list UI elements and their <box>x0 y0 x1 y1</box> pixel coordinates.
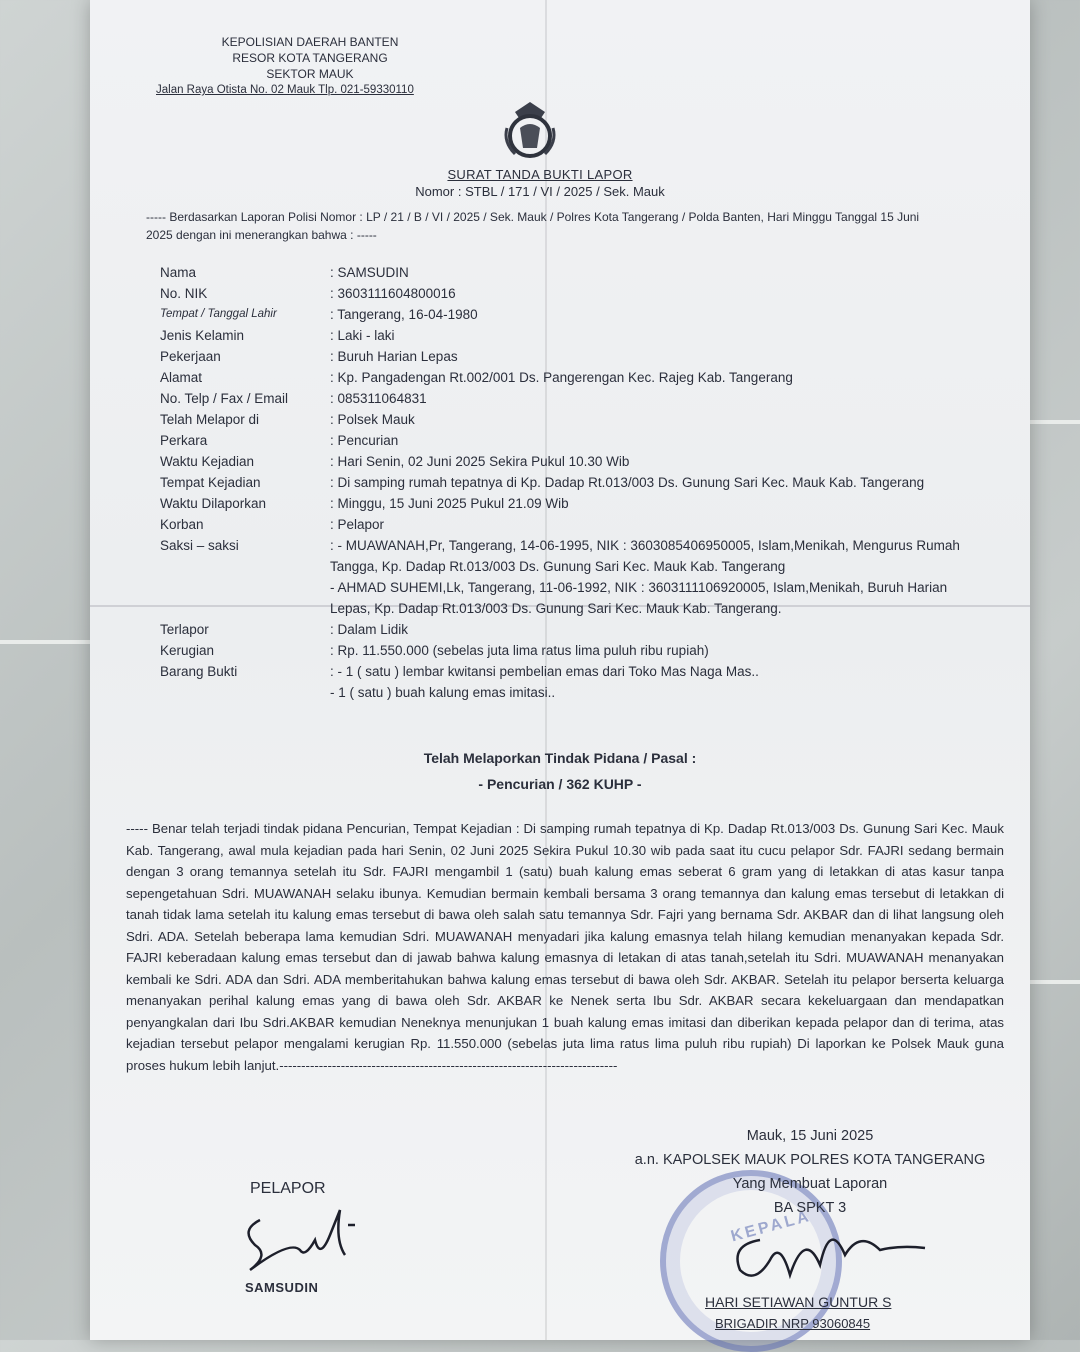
field-value: : Minggu, 15 Juni 2025 Pukul 21.09 Wib <box>330 496 569 511</box>
report-fields <box>160 262 980 703</box>
field-row <box>160 304 980 325</box>
field-row <box>160 325 980 346</box>
unit-label: BA SPKT 3 <box>773 1200 847 1216</box>
document-title-main: SURAT TANDA BUKTI LAPOR <box>447 167 633 182</box>
field-row <box>160 619 980 640</box>
floor-tile-line <box>1030 420 1080 424</box>
field-row <box>160 262 980 283</box>
field-label: Jenis Kelamin <box>160 328 245 343</box>
field-row <box>160 346 980 367</box>
letterhead-line-1: KEPOLISIAN DAERAH BANTEN <box>221 35 399 49</box>
field-value: : 085311064831 <box>330 391 427 406</box>
field-label: Telah Melapor di <box>160 412 260 427</box>
field-label: Perkara <box>160 433 208 448</box>
field-row <box>160 514 980 535</box>
field-value: : Hari Senin, 02 Juni 2025 Sekira Pukul 10.30 Wib <box>330 454 630 469</box>
field-label: Kerugian <box>160 643 215 658</box>
field-row <box>160 283 980 304</box>
floor-tile-line <box>1030 980 1080 984</box>
field-row <box>160 493 980 514</box>
field-row <box>160 661 980 682</box>
field-value: : Polsek Mauk <box>330 412 415 427</box>
officer-nrp: BRIGADIR NRP 93060845 <box>715 1316 871 1331</box>
field-label: Tempat / Tanggal Lahir <box>160 308 277 320</box>
field-value: : Laki - laki <box>330 328 395 343</box>
field-label: Waktu Dilaporkan <box>160 496 267 511</box>
field-value: - 1 ( satu ) buah kalung emas imitasi.. <box>330 685 556 700</box>
field-value: : Tangerang, 16-04-1980 <box>330 307 478 322</box>
reporter-label: PELAPOR <box>250 1180 326 1197</box>
field-value: : Pelapor <box>330 517 385 532</box>
letterhead-line-3: SEKTOR MAUK <box>266 67 354 81</box>
document-number: Nomor : STBL / 171 / VI / 2025 / Sek. Mauk <box>415 184 665 199</box>
letterhead-address: Jalan Raya Otista No. 02 Mauk Tlp. 021-59330110 <box>156 84 414 96</box>
place-date: Mauk, 15 Juni 2025 <box>746 1128 874 1144</box>
field-value: : SAMSUDIN <box>330 265 409 280</box>
field-value: - AHMAD SUHEMI,Lk, Tangerang, 11-06-1992, NIK : 3603111106920005, Islam,Menikah, Buruh Harian Lepas, Kp. Dadap Rt.013/003 Ds. Gunung Sari Kec. Mauk Kab. Tangerang. <box>330 580 948 616</box>
field-row <box>160 451 980 472</box>
stamp-text: KEPALA <box>729 1207 814 1246</box>
field-label: Nama <box>160 265 197 280</box>
field-value: : Rp. 11.550.000 (sebelas juta lima ratus lima puluh ribu rupiah) <box>330 643 709 658</box>
offense-heading: Telah Melaporkan Tindak Pidana / Pasal : <box>423 750 697 766</box>
field-label: Pekerjaan <box>160 349 221 364</box>
field-row <box>160 535 980 577</box>
field-row <box>160 388 980 409</box>
report-maker-label: Yang Membuat Laporan <box>732 1176 888 1192</box>
reporter-signature <box>230 1200 370 1280</box>
field-value: : Dalam Lidik <box>330 622 409 637</box>
field-row <box>160 409 980 430</box>
field-value: : Pencurian <box>330 433 399 448</box>
field-value: : Buruh Harian Lepas <box>330 349 458 364</box>
field-value: : - MUAWANAH,Pr, Tangerang, 14-06-1995, NIK : 3603085406950005, Islam,Menikah, Mengurus Rumah Tangga, Kp. Dadap Rt.013/003 Ds. Gunung Sari Kec. Mauk Kab. Tangerang <box>330 538 960 574</box>
reporter-name: SAMSUDIN <box>245 1280 319 1295</box>
field-label <box>160 682 330 703</box>
floor-tile-line <box>0 640 90 644</box>
officer-signature <box>710 1200 940 1295</box>
field-label: Alamat <box>160 370 203 385</box>
intro-paragraph: ----- Berdasarkan Laporan Polisi Nomor : LP / 21 / B / VI / 2025 / Sek. Mauk / Polres Kota Tangerang / Polda Banten, Hari Minggu Tanggal 15 Juni 2025 dengan ini menerangkan bahwa : ----- <box>146 210 920 242</box>
field-label: Saksi – saksi <box>160 538 239 553</box>
field-value: : Kp. Pangadengan Rt.002/001 Ds. Pangerengan Kec. Rajeg Kab. Tangerang <box>330 370 793 385</box>
field-label: No. Telp / Fax / Email <box>160 391 289 406</box>
document-title <box>390 166 690 200</box>
field-label: Terlapor <box>160 622 209 637</box>
field-label: No. NIK <box>160 286 208 301</box>
field-row <box>160 472 980 493</box>
field-label <box>160 577 330 619</box>
field-row <box>160 577 980 619</box>
field-value: : 3603111604800016 <box>330 286 456 301</box>
field-label: Tempat Kejadian <box>160 475 261 490</box>
field-value: : Di samping rumah tepatnya di Kp. Dadap Rt.013/003 Ds. Gunung Sari Kec. Mauk Kab. Tangerang <box>330 475 925 490</box>
field-row <box>160 430 980 451</box>
field-value: : - 1 ( satu ) lembar kwitansi pembelian emas dari Toko Mas Naga Mas.. <box>330 664 759 679</box>
police-emblem-icon <box>495 98 565 160</box>
police-report-document <box>90 0 1030 1340</box>
field-row <box>160 640 980 661</box>
letterhead <box>156 34 460 98</box>
field-label: Barang Bukti <box>160 664 238 679</box>
field-label: Korban <box>160 517 204 532</box>
incident-narrative: ----- Benar telah terjadi tindak pidana Pencurian, Tempat Kejadian : Di samping rumah tepatnya di Kp. Dadap Rt.013/003 Ds. Gunung Sari Kec. Mauk Kab. Tangerang, awal mula kejadian pada hari Senin, 02 Juni 2025 Sekira Pukul 10.30 wib pada saat itu cucu pelapor Sdr. FAJRI sedang bermain dengan 3 orang temannya setelah itu Sdr. FAJRI mengambil 1 (satu) buah kalung emas seberat 6 gram yang di letakkan di atas kasur tanpa sepengetahuan Sdri. MUAWANAH selaku ibunya. Kemudian bermain kembali bersama 3 orang temannya dan kalung emas tersebut di letakkan di tanah tidak lama setelah itu kalung emas tersebut di bawa oleh salah satu temannya Sdr. Fajri yang bernama Sdr. AKBAR dan di lihat langsung oleh Sdri. ADA. Setelah beberapa lama kemudian Sdri. MUAWANAH menyadari jika kalung emasnya telah hilang kemudian menanyakan kepada Sdr. FAJRI keberadaan kalung emas tersebut dan di jawab bahwa kalung emasnya di letakan di atas tanah,setelah itu Sdri. MUAWANAH menanyakan kembali ke Sdri. ADA dan Sdri. ADA memberitahukan bahwa kalung emas tersebut di bawa oleh Sdr. AKBAR. Setelah itu pelapor berserta keluarga menanyakan perihal kalung emas yang di bawa oleh Sdr. AKBAR ke Nenek serta Ibu Sdr. AKBAR secara kekeluargaan dan mendapatkan penyangkalan dari Ibu Sdri.AKBAR kemudian Neneknya menunjukan 1 buah kalung emas imitasi dan diberikan kepada pelapor dan di terima, atas kejadian tersebut pelapor mengalami kerugian Rp. 11.550.000 (sebelas juta lima ratus lima puluh ribu rupiah) Di laporkan ke Polsek Mauk guna proses hukum lebih lanjut.----------------------------------------------------------------------------- <box>126 821 1004 1073</box>
letterhead-line-2: RESOR KOTA TANGERANG <box>232 51 388 65</box>
officer-name: HARI SETIAWAN GUNTUR S <box>705 1294 892 1310</box>
field-row <box>160 682 980 703</box>
offense-article: - Pencurian / 362 KUHP - <box>478 776 642 792</box>
on-behalf-line: a.n. KAPOLSEK MAUK POLRES KOTA TANGERANG <box>634 1152 986 1168</box>
field-row <box>160 367 980 388</box>
field-label: Waktu Kejadian <box>160 454 255 469</box>
